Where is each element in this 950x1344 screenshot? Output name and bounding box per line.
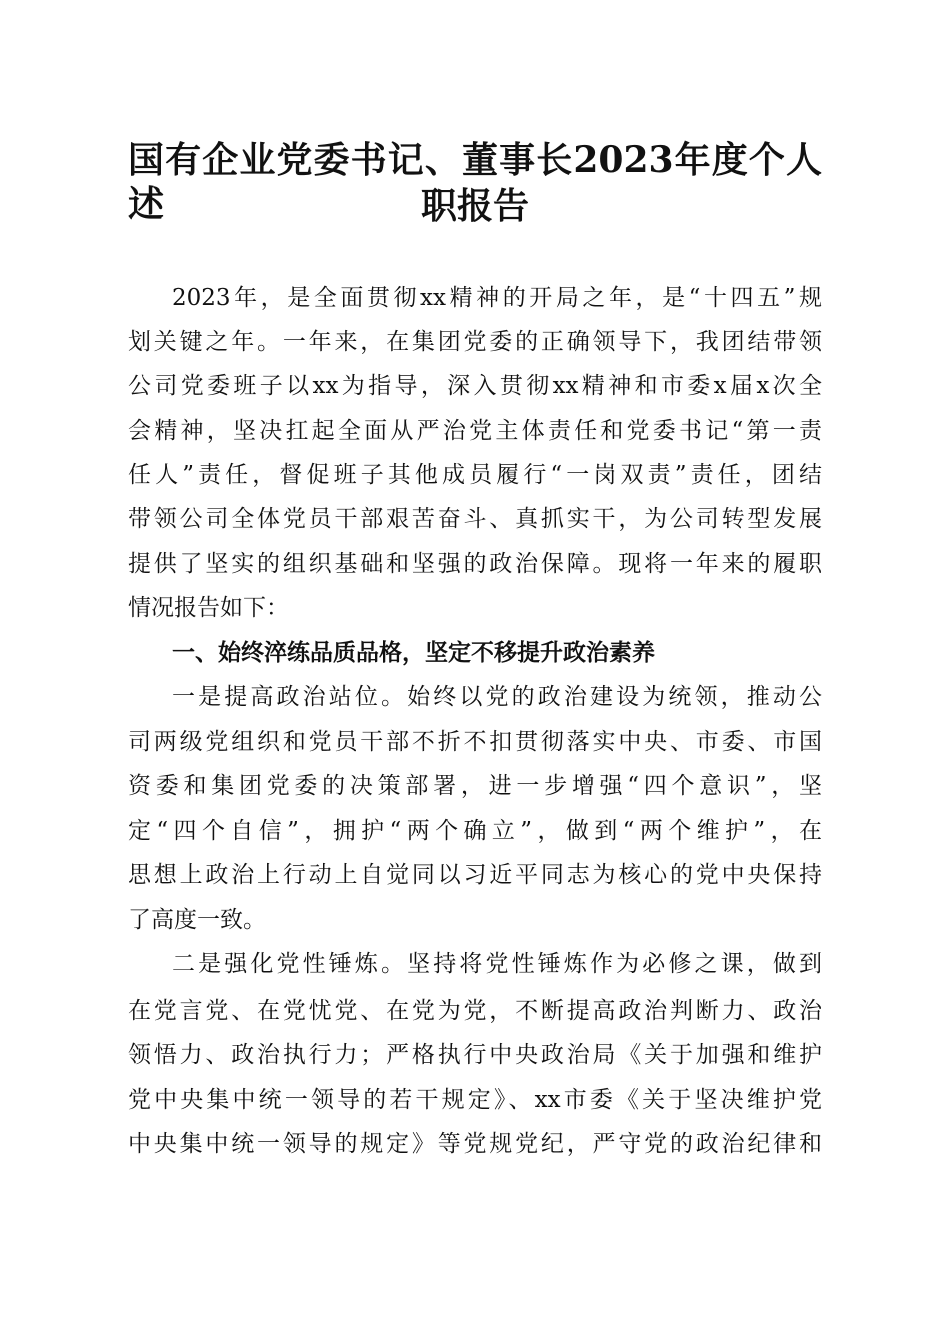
paragraph-line: 领悟力、政治执行力；严格执行中央政治局《关于加强和维护 [128,1042,822,1068]
paragraph-line: 一是提高政治站位。始终以党的政治建设为统领，推动公 [172,684,822,710]
paragraph-line: 提供了坚实的组织基础和坚强的政治保障。现将一年来的履职 [128,551,822,577]
paragraph-line: 资委和集团党委的决策部署，进一步增强“四个意识”，坚 [128,773,822,799]
paragraph-line: 中央集中统一领导的规定》等党规党纪，严守党的政治纪律和 [128,1131,822,1157]
paragraph-line: 党中央集中统一领导的若干规定》、xx市委《关于坚决维护党 [128,1087,822,1113]
document-title-line-1: 国有企业党委书记、董事长2023年度个人述 [128,139,822,225]
paragraph-line: 思想上政治上行动上自觉同以习近平同志为核心的党中央保持 [128,862,822,888]
paragraph-line: 在党言党、在党忧党、在党为党，不断提高政治判断力、政治 [128,998,822,1024]
paragraph-line: 2023年，是全面贯彻xx精神的开局之年，是“十四五”规 [172,285,822,311]
paragraph-line: 任人”责任，督促班子其他成员履行“一岗双责”责任，团结 [128,462,822,488]
section-heading: 一、始终淬练品质品格，坚定不移提升政治素养 [172,640,655,666]
paragraph-line: 公司党委班子以xx为指导，深入贯彻xx精神和市委x届x次全 [128,373,822,399]
paragraph-line: 带领公司全体党员干部艰苦奋斗、真抓实干，为公司转型发展 [128,506,822,532]
document-title-line-2: 职报告 [420,185,529,227]
paragraph-line: 司两级党组织和党员干部不折不扣贯彻落实中央、市委、市国 [128,729,822,755]
paragraph-line: 情况报告如下： [128,595,289,621]
paragraph-line: 定“四个自信”，拥护“两个确立”，做到“两个维护”，在 [128,818,822,844]
paragraph-line: 划关键之年。一年来，在集团党委的正确领导下，我团结带领 [128,329,822,355]
paragraph-line: 二是强化党性锤炼。坚持将党性锤炼作为必修之课，做到 [172,951,822,977]
paragraph-line: 了高度一致。 [128,907,266,933]
paragraph-line: 会精神，坚决扛起全面从严治党主体责任和党委书记“第一责 [128,418,822,444]
